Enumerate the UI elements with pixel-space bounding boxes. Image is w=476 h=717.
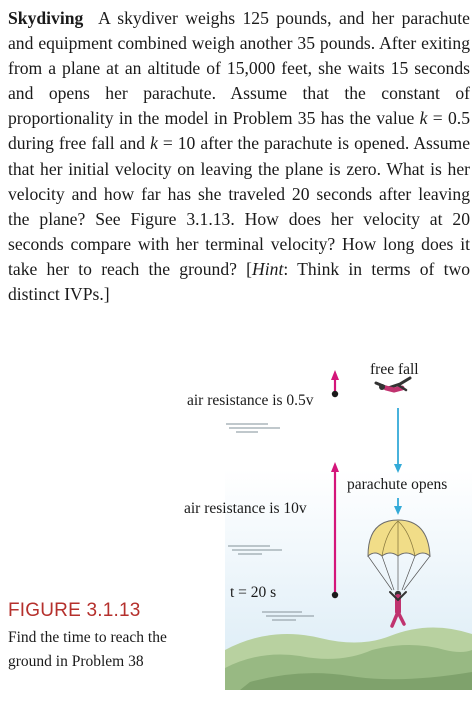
k-variable-1: k <box>419 108 428 129</box>
problem-body-1: A skydiver weighs 125 pounds, and her parachute and equipment combined weigh another 35 pounds. After exiting from a plane at an altitude of 15,000 feet, she waits 15 seconds and opens her parachute. Assume that the constant of proportionality in the model in Problem 35 has the value <box>8 8 470 129</box>
figure-title: FIGURE 3.1.13 <box>8 600 141 621</box>
label-free-fall: free fall <box>370 361 419 378</box>
hint-label: Hint <box>252 258 284 279</box>
problem-text <box>8 6 470 307</box>
figure-caption: Find the time to reach the ground in Problem 38 <box>8 629 167 670</box>
problem-heading: Skydiving <box>8 8 84 28</box>
label-t20: t = 20 s <box>230 584 277 601</box>
wind-streaks-top <box>226 424 280 432</box>
label-air-resistance-10: air resistance is 10v <box>184 500 307 517</box>
problem-body-2: = 0.5 during free fall and <box>8 108 470 154</box>
k-variable-2: k <box>150 133 158 154</box>
free-fall-dot <box>332 391 338 397</box>
label-parachute-opens: parachute opens <box>347 476 448 493</box>
skydiver-freefall-icon <box>376 378 410 390</box>
t20-dot <box>332 592 338 598</box>
label-air-resistance-05: air resistance is 0.5v <box>187 392 314 409</box>
hint-text: : Think in terms of two distinct IVPs.] <box>8 258 470 305</box>
problem-body-3: = 10 after the parachute is opened. Assume that her initial velocity on leaving the plane is zero. What is her velocity and how far has she traveled 20 seconds after leaving the plane? See Figure 3.1.13. How does her velocity at 20 seconds compare with her terminal velocity? How long does it take her to reach the ground? [ <box>8 133 471 279</box>
air-resistance-arrowhead-2 <box>331 462 339 472</box>
air-resistance-arrowhead-1 <box>331 370 339 380</box>
